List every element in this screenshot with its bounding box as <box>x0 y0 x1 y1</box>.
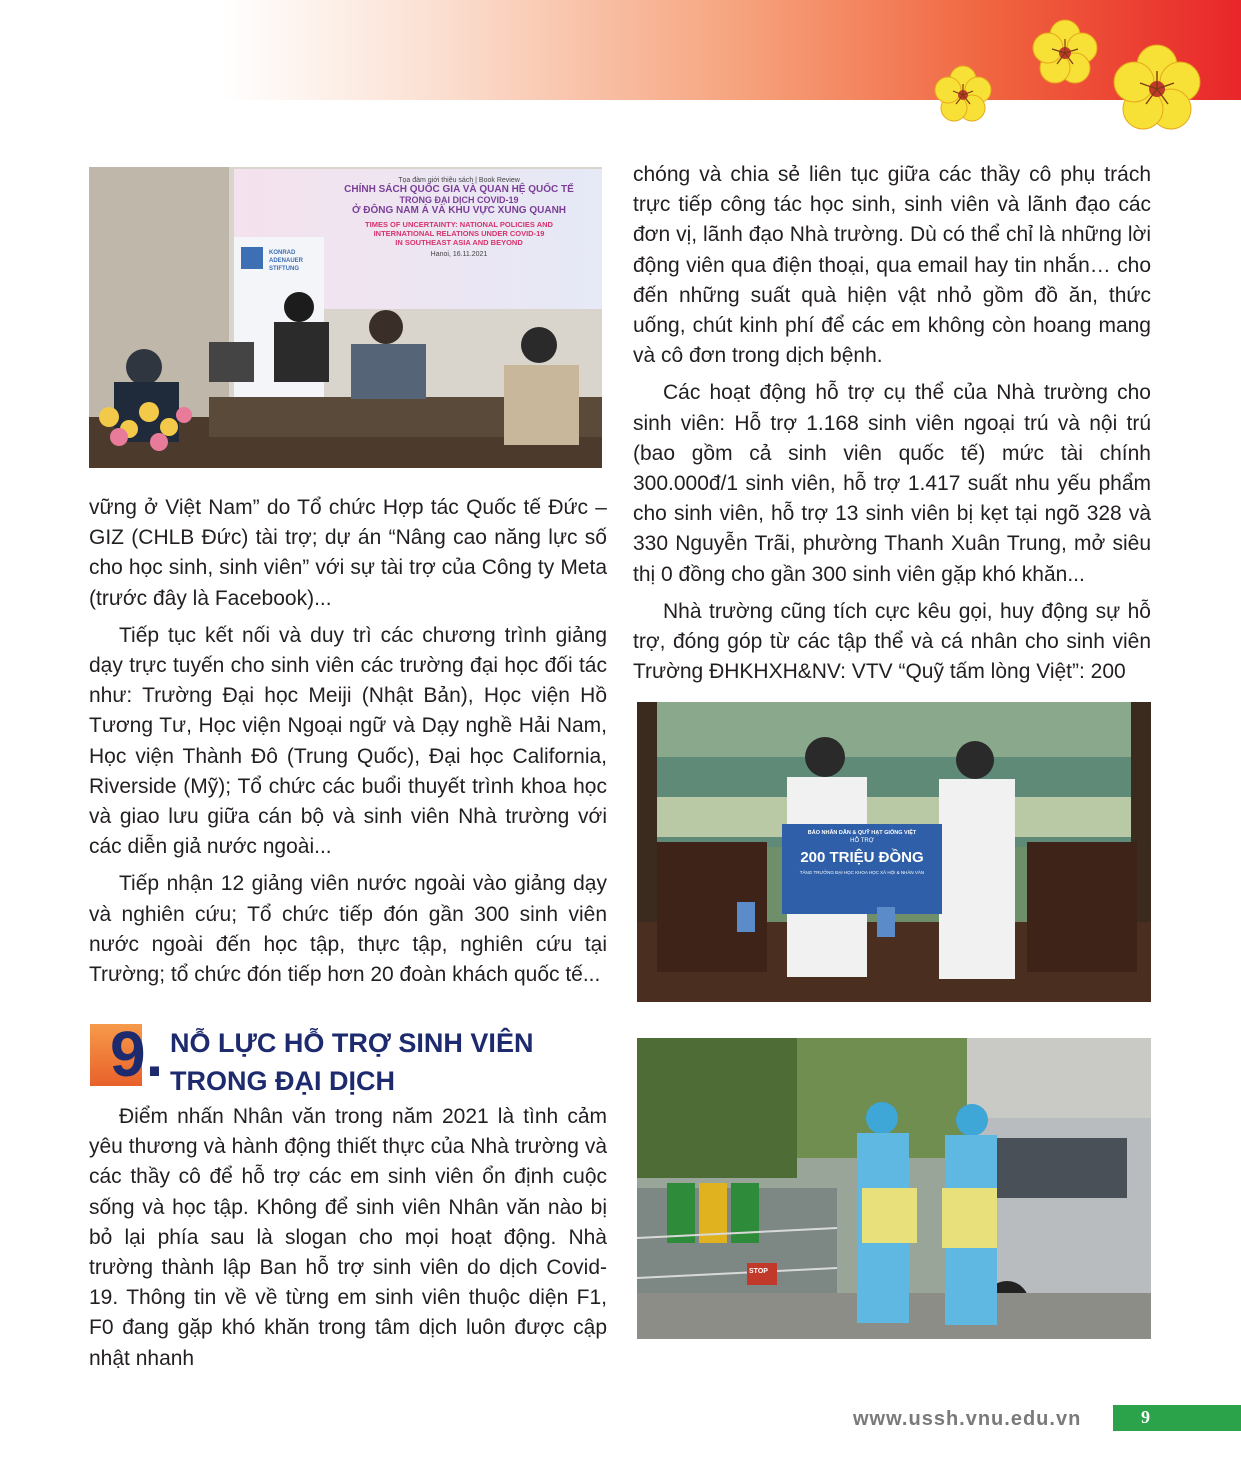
paragraph: chóng và chia sẻ liên tục giữa các thầy cô phụ trách trực tiếp công tác học sinh, sinh viên và lãnh đạo các đơn vị, lãnh đạo Nhà trường. Dù có thể chỉ là những lời động viên qua điện thoại, qua email hay tin nhắn… cho đến những suất quà hiện vật nhỏ gồm đồ ăn, thức uống, chút kinh phí để các em không còn hoang mang và cô đơn trong dịch bệnh. <box>633 163 1151 368</box>
photo-book-review-meeting <box>89 167 602 468</box>
volunteers-scene <box>637 1038 1151 1339</box>
screen-line: IN SOUTHEAST ASIA AND BEYOND <box>395 238 523 247</box>
screen-text <box>319 177 599 258</box>
paragraph: Nhà trường cũng tích cực kêu gọi, huy động sự hỗ trợ, đóng góp từ các tập thể và cá nhân cho sinh viên Trường ĐHKHXH&NV: VTV “Quỹ tấm lòng Việt”: 200 <box>633 599 1151 684</box>
paragraph: Tiếp tục kết nối và duy trì các chương trình giảng dạy trực tuyến cho sinh viên các trường đại học đối tác như: Trường Đại học Meiji (Nhật Bản), Học viện Hồ Tương Tư, Học viện Ngoại ngữ và Dạy nghề Hải Nam, Học viện Thành Đô (Trung Quốc), Đại học California, Riverside (Mỹ); Tổ chức các buổi thuyết trình khoa học và giao lưu giữa cán bộ và sinh viên Nhà trường với các diễn giả nước ngoài... <box>89 623 607 859</box>
blossom-large-icon <box>1114 45 1200 129</box>
screen-line: Ở ĐÔNG NAM Á VÀ KHU VỰC XUNG QUANH <box>351 205 567 216</box>
sign-line: TĂNG TRƯỞNG ĐẠI HỌC KHOA HỌC XÃ HỘI & NHÂN VĂN <box>799 870 925 875</box>
kas-banner <box>269 249 303 273</box>
sign-line: HỖ TRỢ <box>850 838 874 844</box>
donation-sign <box>784 830 940 875</box>
footer-website-url: www.ussh.vnu.edu.vn <box>853 1408 1082 1430</box>
screen-line: CHÍNH SÁCH QUỐC GIA VÀ QUAN HỆ QUỐC TẾ <box>344 184 574 195</box>
blossom-decoration <box>925 15 1241 135</box>
screen-line: Hanoi, 16.11.2021 <box>430 251 488 258</box>
banner-line: STIFTUNG <box>269 266 299 272</box>
section-number-badge <box>90 1018 164 1090</box>
left-column-text <box>89 493 607 997</box>
paragraph: Tiếp nhận 12 giảng viên nước ngoài vào giảng dạy và nghiên cứu; Tổ chức tiếp đón gần 300 sinh viên nước ngoài đến học tập, thực tập, nghiên cứu tại Trường; tổ chức đón tiếp hơn 20 đoàn khách quốc tế... <box>89 872 607 987</box>
screen-line: TRONG ĐẠI DỊCH COVID-19 <box>399 195 519 205</box>
banner-line: KONRAD <box>269 250 296 256</box>
sign-line: BÁO NHÂN DÂN & QUỸ HẠT GIỐNG VIỆT <box>807 830 917 836</box>
page-number: 9 <box>1141 1407 1150 1427</box>
section-body-text <box>89 1102 607 1381</box>
screen-line: TIMES OF UNCERTAINTY: NATIONAL POLICIES AND <box>365 220 553 229</box>
paragraph: vững ở Việt Nam” do Tổ chức Hợp tác Quốc tế Đức – GIZ (CHLB Đức) tài trợ; dự án “Nâng cao năng lực số cho học sinh, sinh viên” với sự tài trợ của Công ty Meta (trước đây là Facebook)... <box>89 496 607 610</box>
photo-donation-handover <box>637 702 1151 1002</box>
banner-line: ADENAUER <box>269 258 304 264</box>
footer-page-badge <box>1113 1405 1241 1431</box>
blossom-medium-icon <box>1033 20 1097 83</box>
screen-line: Tọa đàm giới thiệu sách | Book Review <box>398 177 520 184</box>
right-column-text <box>633 160 1151 694</box>
paragraph: Các hoạt động hỗ trợ cụ thể của Nhà trường cho sinh viên: Hỗ trợ 1.168 sinh viên ngoại trú và nội trú (bao gồm cả sinh viên quốc tế) mức tài chính 300.000đ/1 sinh viên, hỗ trợ 1.417 suất nhu yếu phẩm cho sinh viên, hỗ trợ 13 sinh viên bị kẹt tại ngõ 328 và 330 Nguyễn Trãi, phường Thanh Xuân Trung, mở siêu thị 0 đồng cho gần 300 sinh viên gặp khó khăn... <box>633 381 1151 586</box>
sign-line: 200 TRIỆU ĐỒNG <box>800 849 924 866</box>
paragraph: Điểm nhấn Nhân văn trong năm 2021 là tình cảm yêu thương và hành động thiết thực của Nhà trường và các thầy cô để hỗ trợ các em sinh viên ổn định cuộc sống và học tập. Không để sinh viên Nhân văn nào bị bỏ lại phía sau là slogan cho mọi hoạt động. Nhà trường thành lập Ban hỗ trợ sinh viên do dịch Covid-19. Thông tin về về từng em sinh viên thuộc diện F1, F0 đang gặp khó khăn trong tâm dịch luôn được cập nhật nhanh <box>89 1105 607 1370</box>
section-number: 9. <box>110 1018 164 1090</box>
section-title: NỖ LỰC HỖ TRỢ SINH VIÊN TRONG ĐẠI DỊCH <box>170 1028 534 1096</box>
photo-volunteers-delivery <box>637 1038 1151 1339</box>
blossom-small-icon <box>935 66 991 121</box>
stop-sign: STOP <box>749 1268 768 1275</box>
screen-line: INTERNATIONAL RELATIONS UNDER COVID-19 <box>373 229 545 238</box>
